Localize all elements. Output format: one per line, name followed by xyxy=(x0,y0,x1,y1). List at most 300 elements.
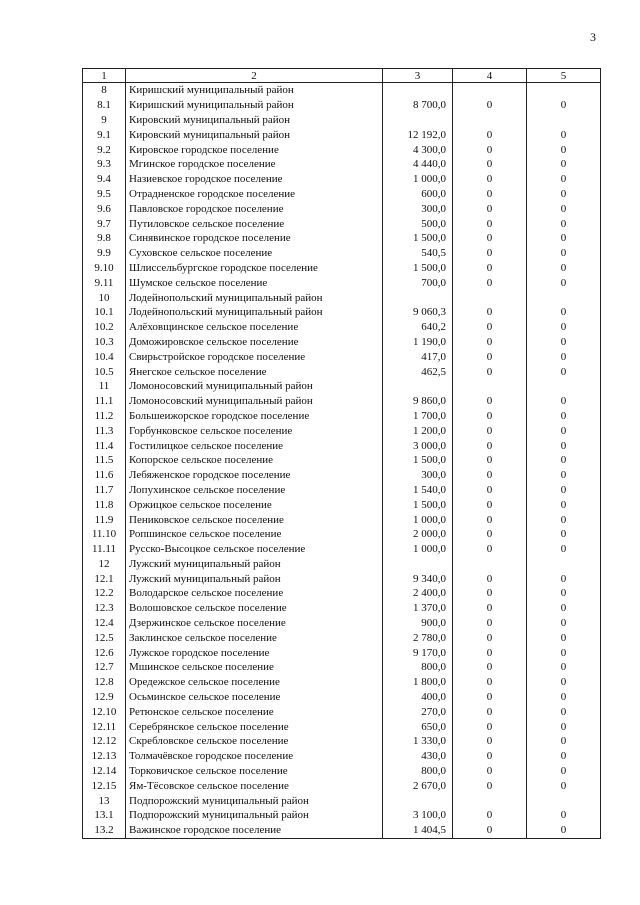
table-row xyxy=(83,453,601,468)
table-row xyxy=(83,275,601,290)
column-5-cell: 0 xyxy=(527,542,601,557)
municipality-name-cell: Назиевское городское поселение xyxy=(126,172,383,187)
column-4-cell: 0 xyxy=(453,645,527,660)
column-5-cell: 0 xyxy=(527,734,601,749)
amount-cell: 600,0 xyxy=(383,187,453,202)
column-5-cell: 0 xyxy=(527,823,601,838)
row-number-cell: 12.3 xyxy=(83,601,126,616)
column-5-cell: 0 xyxy=(527,187,601,202)
row-number-cell: 11.10 xyxy=(83,527,126,542)
table-row xyxy=(83,823,601,838)
amount-cell: 1 540,0 xyxy=(383,483,453,498)
municipality-name-cell: Мшинское сельское поселение xyxy=(126,660,383,675)
row-number-cell: 13.2 xyxy=(83,823,126,838)
column-4-cell: 0 xyxy=(453,601,527,616)
municipality-name-cell: Шумское сельское поселение xyxy=(126,275,383,290)
amount-cell: 300,0 xyxy=(383,201,453,216)
row-number-cell: 12.12 xyxy=(83,734,126,749)
column-4-cell: 0 xyxy=(453,261,527,276)
municipality-name-cell: Подпорожский муниципальный район xyxy=(126,808,383,823)
amount-cell xyxy=(383,793,453,808)
amount-cell: 1 000,0 xyxy=(383,542,453,557)
table-row xyxy=(83,320,601,335)
table-row xyxy=(83,438,601,453)
column-4-cell: 0 xyxy=(453,616,527,631)
municipality-name-cell: Ретюнское сельское поселение xyxy=(126,704,383,719)
table-row xyxy=(83,704,601,719)
row-number-cell: 11.5 xyxy=(83,453,126,468)
municipality-name-cell: Кировский муниципальный район xyxy=(126,113,383,128)
column-4-cell: 0 xyxy=(453,704,527,719)
amount-cell: 430,0 xyxy=(383,749,453,764)
column-4-cell: 0 xyxy=(453,571,527,586)
column-4-cell: 0 xyxy=(453,201,527,216)
column-4-cell: 0 xyxy=(453,586,527,601)
row-number-cell: 9.7 xyxy=(83,216,126,231)
row-number-cell: 13.1 xyxy=(83,808,126,823)
table-row xyxy=(83,187,601,202)
table-row xyxy=(83,571,601,586)
municipality-name-cell: Лужский муниципальный район xyxy=(126,571,383,586)
column-4-cell: 0 xyxy=(453,364,527,379)
page-number: 3 xyxy=(590,30,596,44)
header-col-2: 2 xyxy=(126,69,383,83)
row-number-cell: 8.1 xyxy=(83,98,126,113)
column-5-cell: 0 xyxy=(527,261,601,276)
amount-cell: 3 100,0 xyxy=(383,808,453,823)
municipality-name-cell: Русско-Высоцкое сельское поселение xyxy=(126,542,383,557)
row-number-cell: 12 xyxy=(83,557,126,572)
table-row xyxy=(83,349,601,364)
amount-cell: 4 300,0 xyxy=(383,142,453,157)
amount-cell xyxy=(383,290,453,305)
municipality-name-cell: Отрадненское городское поселение xyxy=(126,187,383,202)
amount-cell xyxy=(383,557,453,572)
amount-cell: 270,0 xyxy=(383,704,453,719)
amount-cell: 9 340,0 xyxy=(383,571,453,586)
amount-cell: 4 440,0 xyxy=(383,157,453,172)
row-number-cell: 10.1 xyxy=(83,305,126,320)
table-row xyxy=(83,261,601,276)
amount-cell: 1 200,0 xyxy=(383,423,453,438)
column-5-cell: 0 xyxy=(527,586,601,601)
row-number-cell: 12.5 xyxy=(83,630,126,645)
table-row xyxy=(83,290,601,305)
column-5-cell: 0 xyxy=(527,483,601,498)
row-number-cell: 12.7 xyxy=(83,660,126,675)
row-number-cell: 9.4 xyxy=(83,172,126,187)
header-col-1: 1 xyxy=(83,69,126,83)
column-5-cell: 0 xyxy=(527,394,601,409)
row-number-cell: 9.9 xyxy=(83,246,126,261)
amount-cell: 1 370,0 xyxy=(383,601,453,616)
column-5-cell: 0 xyxy=(527,808,601,823)
row-number-cell: 9 xyxy=(83,113,126,128)
table-row xyxy=(83,512,601,527)
row-number-cell: 9.6 xyxy=(83,201,126,216)
table-row xyxy=(83,616,601,631)
column-5-cell: 0 xyxy=(527,527,601,542)
table-row xyxy=(83,690,601,705)
row-number-cell: 10.2 xyxy=(83,320,126,335)
row-number-cell: 10.3 xyxy=(83,335,126,350)
column-5-cell: 0 xyxy=(527,719,601,734)
row-number-cell: 11.7 xyxy=(83,483,126,498)
row-number-cell: 12.11 xyxy=(83,719,126,734)
column-5-cell: 0 xyxy=(527,142,601,157)
table-row xyxy=(83,246,601,261)
column-5-cell: 0 xyxy=(527,335,601,350)
amount-cell: 8 700,0 xyxy=(383,98,453,113)
row-number-cell: 9.2 xyxy=(83,142,126,157)
municipality-name-cell: Волошовское сельское поселение xyxy=(126,601,383,616)
row-number-cell: 10.5 xyxy=(83,364,126,379)
table-row xyxy=(83,793,601,808)
column-4-cell xyxy=(453,793,527,808)
column-5-cell: 0 xyxy=(527,438,601,453)
municipality-name-cell: Доможировское сельское поселение xyxy=(126,335,383,350)
column-5-cell: 0 xyxy=(527,172,601,187)
header-col-4: 4 xyxy=(453,69,527,83)
row-number-cell: 12.10 xyxy=(83,704,126,719)
table-row xyxy=(83,423,601,438)
column-5-cell xyxy=(527,379,601,394)
municipality-name-cell: Янегское сельское поселение xyxy=(126,364,383,379)
amount-cell: 500,0 xyxy=(383,216,453,231)
amount-cell: 9 170,0 xyxy=(383,645,453,660)
municipality-name-cell: Павловское городское поселение xyxy=(126,201,383,216)
amount-cell: 400,0 xyxy=(383,690,453,705)
table-row xyxy=(83,601,601,616)
table-row xyxy=(83,675,601,690)
column-5-cell: 0 xyxy=(527,690,601,705)
municipality-name-cell: Путиловское сельское поселение xyxy=(126,216,383,231)
table-row xyxy=(83,113,601,128)
header-col-5: 5 xyxy=(527,69,601,83)
municipality-name-cell: Оржицкое сельское поселение xyxy=(126,497,383,512)
municipality-name-cell: Пениковское сельское поселение xyxy=(126,512,383,527)
column-5-cell: 0 xyxy=(527,645,601,660)
row-number-cell: 12.6 xyxy=(83,645,126,660)
table-row xyxy=(83,216,601,231)
amount-cell: 9 060,3 xyxy=(383,305,453,320)
column-5-cell: 0 xyxy=(527,231,601,246)
amount-cell: 2 400,0 xyxy=(383,586,453,601)
amount-cell xyxy=(383,83,453,98)
municipality-name-cell: Скребловское сельское поселение xyxy=(126,734,383,749)
table-row xyxy=(83,379,601,394)
column-4-cell: 0 xyxy=(453,409,527,424)
table-row xyxy=(83,201,601,216)
amount-cell xyxy=(383,379,453,394)
row-number-cell: 10.4 xyxy=(83,349,126,364)
row-number-cell: 10 xyxy=(83,290,126,305)
column-4-cell: 0 xyxy=(453,512,527,527)
column-4-cell: 0 xyxy=(453,157,527,172)
municipality-name-cell: Мгинское городское поселение xyxy=(126,157,383,172)
row-number-cell: 12.13 xyxy=(83,749,126,764)
table-row xyxy=(83,808,601,823)
column-5-cell xyxy=(527,113,601,128)
column-4-cell: 0 xyxy=(453,764,527,779)
municipality-name-cell: Осьминское сельское поселение xyxy=(126,690,383,705)
municipality-name-cell: Серебрянское сельское поселение xyxy=(126,719,383,734)
column-4-cell: 0 xyxy=(453,527,527,542)
column-5-cell: 0 xyxy=(527,423,601,438)
table-row xyxy=(83,483,601,498)
column-5-cell: 0 xyxy=(527,409,601,424)
column-5-cell: 0 xyxy=(527,497,601,512)
amount-cell: 650,0 xyxy=(383,719,453,734)
row-number-cell: 11.4 xyxy=(83,438,126,453)
row-number-cell: 8 xyxy=(83,83,126,98)
row-number-cell: 12.14 xyxy=(83,764,126,779)
municipality-name-cell: Свирьстройское городское поселение xyxy=(126,349,383,364)
municipality-name-cell: Подпорожский муниципальный район xyxy=(126,793,383,808)
row-number-cell: 11 xyxy=(83,379,126,394)
column-4-cell: 0 xyxy=(453,216,527,231)
amount-cell: 700,0 xyxy=(383,275,453,290)
row-number-cell: 12.15 xyxy=(83,778,126,793)
municipality-name-cell: Толмачёвское городское поселение xyxy=(126,749,383,764)
row-number-cell: 11.8 xyxy=(83,497,126,512)
column-4-cell: 0 xyxy=(453,823,527,838)
amount-cell: 462,5 xyxy=(383,364,453,379)
amount-cell: 12 192,0 xyxy=(383,127,453,142)
amount-cell: 1 404,5 xyxy=(383,823,453,838)
amount-cell: 2 780,0 xyxy=(383,630,453,645)
municipality-name-cell: Суховское сельское поселение xyxy=(126,246,383,261)
amount-cell: 1 500,0 xyxy=(383,261,453,276)
row-number-cell: 9.10 xyxy=(83,261,126,276)
table-row xyxy=(83,335,601,350)
header-col-3: 3 xyxy=(383,69,453,83)
table-row xyxy=(83,172,601,187)
row-number-cell: 11.9 xyxy=(83,512,126,527)
table-row xyxy=(83,364,601,379)
amount-cell: 1 500,0 xyxy=(383,497,453,512)
row-number-cell: 12.2 xyxy=(83,586,126,601)
column-5-cell: 0 xyxy=(527,157,601,172)
table-row xyxy=(83,157,601,172)
amount-cell: 1 000,0 xyxy=(383,512,453,527)
municipality-name-cell: Лодейнопольский муниципальный район xyxy=(126,290,383,305)
column-4-cell: 0 xyxy=(453,320,527,335)
table-row xyxy=(83,468,601,483)
municipality-name-cell: Алёховщинское сельское поселение xyxy=(126,320,383,335)
municipality-name-cell: Лужский муниципальный район xyxy=(126,557,383,572)
column-5-cell: 0 xyxy=(527,468,601,483)
amount-cell: 1 000,0 xyxy=(383,172,453,187)
municipality-name-cell: Ломоносовский муниципальный район xyxy=(126,394,383,409)
row-number-cell: 12.1 xyxy=(83,571,126,586)
table-row xyxy=(83,142,601,157)
municipality-name-cell: Киришский муниципальный район xyxy=(126,83,383,98)
amount-cell: 1 500,0 xyxy=(383,453,453,468)
table-row xyxy=(83,734,601,749)
table-row xyxy=(83,764,601,779)
column-5-cell: 0 xyxy=(527,704,601,719)
municipality-name-cell: Важинское городское поселение xyxy=(126,823,383,838)
amount-cell: 1 700,0 xyxy=(383,409,453,424)
amount-cell: 417,0 xyxy=(383,349,453,364)
column-5-cell: 0 xyxy=(527,764,601,779)
table-body xyxy=(83,83,601,839)
municipality-name-cell: Гостилицкое сельское поселение xyxy=(126,438,383,453)
column-4-cell: 0 xyxy=(453,98,527,113)
column-5-cell: 0 xyxy=(527,246,601,261)
table-row xyxy=(83,660,601,675)
column-5-cell xyxy=(527,793,601,808)
municipality-name-cell: Ропшинское сельское поселение xyxy=(126,527,383,542)
amount-cell: 1 330,0 xyxy=(383,734,453,749)
column-4-cell: 0 xyxy=(453,127,527,142)
column-4-cell: 0 xyxy=(453,172,527,187)
municipality-name-cell: Оредежское сельское поселение xyxy=(126,675,383,690)
amount-cell: 3 000,0 xyxy=(383,438,453,453)
table-row xyxy=(83,719,601,734)
municipality-name-cell: Киришский муниципальный район xyxy=(126,98,383,113)
municipality-name-cell: Кировский муниципальный район xyxy=(126,127,383,142)
column-4-cell xyxy=(453,290,527,305)
table-row xyxy=(83,778,601,793)
row-number-cell: 11.2 xyxy=(83,409,126,424)
table-row xyxy=(83,557,601,572)
column-4-cell: 0 xyxy=(453,630,527,645)
column-4-cell xyxy=(453,83,527,98)
column-5-cell: 0 xyxy=(527,512,601,527)
column-5-cell: 0 xyxy=(527,749,601,764)
column-4-cell: 0 xyxy=(453,497,527,512)
row-number-cell: 9.8 xyxy=(83,231,126,246)
amount-cell: 1 800,0 xyxy=(383,675,453,690)
row-number-cell: 11.6 xyxy=(83,468,126,483)
column-5-cell: 0 xyxy=(527,453,601,468)
municipality-name-cell: Заклинское сельское поселение xyxy=(126,630,383,645)
table-row xyxy=(83,630,601,645)
column-4-cell: 0 xyxy=(453,719,527,734)
column-4-cell: 0 xyxy=(453,275,527,290)
column-5-cell: 0 xyxy=(527,616,601,631)
table-row xyxy=(83,527,601,542)
column-5-cell: 0 xyxy=(527,660,601,675)
table-row xyxy=(83,83,601,98)
column-5-cell: 0 xyxy=(527,216,601,231)
municipality-name-cell: Володарское сельское поселение xyxy=(126,586,383,601)
column-4-cell: 0 xyxy=(453,349,527,364)
amount-cell: 640,2 xyxy=(383,320,453,335)
column-4-cell xyxy=(453,557,527,572)
row-number-cell: 11.11 xyxy=(83,542,126,557)
row-number-cell: 11.3 xyxy=(83,423,126,438)
municipality-name-cell: Большеижорское городское поселение xyxy=(126,409,383,424)
column-4-cell: 0 xyxy=(453,468,527,483)
column-5-cell: 0 xyxy=(527,349,601,364)
column-5-cell: 0 xyxy=(527,364,601,379)
table-row xyxy=(83,127,601,142)
amount-cell: 300,0 xyxy=(383,468,453,483)
row-number-cell: 9.1 xyxy=(83,127,126,142)
column-4-cell: 0 xyxy=(453,231,527,246)
municipality-name-cell: Дзержинское сельское поселение xyxy=(126,616,383,631)
municipality-name-cell: Синявинское городское поселение xyxy=(126,231,383,246)
amount-cell: 2 670,0 xyxy=(383,778,453,793)
column-4-cell: 0 xyxy=(453,675,527,690)
table-row xyxy=(83,542,601,557)
table-row xyxy=(83,749,601,764)
municipality-name-cell: Лужское городское поселение xyxy=(126,645,383,660)
column-4-cell xyxy=(453,113,527,128)
column-5-cell: 0 xyxy=(527,320,601,335)
column-4-cell: 0 xyxy=(453,142,527,157)
column-4-cell: 0 xyxy=(453,453,527,468)
amount-cell: 1 500,0 xyxy=(383,231,453,246)
column-4-cell: 0 xyxy=(453,749,527,764)
column-4-cell: 0 xyxy=(453,734,527,749)
table-row xyxy=(83,497,601,512)
column-5-cell: 0 xyxy=(527,571,601,586)
column-5-cell xyxy=(527,557,601,572)
municipality-name-cell: Кировское городское поселение xyxy=(126,142,383,157)
column-4-cell: 0 xyxy=(453,423,527,438)
municipality-name-cell: Лопухинское сельское поселение xyxy=(126,483,383,498)
row-number-cell: 12.9 xyxy=(83,690,126,705)
column-5-cell: 0 xyxy=(527,98,601,113)
municipality-name-cell: Ям-Тёсовское сельское поселение xyxy=(126,778,383,793)
municipality-name-cell: Шлиссельбургское городское поселение xyxy=(126,261,383,276)
column-4-cell: 0 xyxy=(453,187,527,202)
amount-cell: 540,5 xyxy=(383,246,453,261)
row-number-cell: 12.4 xyxy=(83,616,126,631)
municipality-name-cell: Торковичское сельское поселение xyxy=(126,764,383,779)
table-row xyxy=(83,98,601,113)
column-4-cell: 0 xyxy=(453,305,527,320)
municipality-name-cell: Копорское сельское поселение xyxy=(126,453,383,468)
table-row xyxy=(83,586,601,601)
column-4-cell: 0 xyxy=(453,335,527,350)
municipality-name-cell: Ломоносовский муниципальный район xyxy=(126,379,383,394)
column-5-cell: 0 xyxy=(527,601,601,616)
column-4-cell: 0 xyxy=(453,660,527,675)
table-row xyxy=(83,305,601,320)
column-5-cell: 0 xyxy=(527,675,601,690)
column-4-cell: 0 xyxy=(453,394,527,409)
table-header-row xyxy=(83,69,601,83)
municipality-name-cell: Лебяженское городское поселение xyxy=(126,468,383,483)
row-number-cell: 9.5 xyxy=(83,187,126,202)
column-5-cell: 0 xyxy=(527,305,601,320)
municipality-name-cell: Лодейнопольский муниципальный район xyxy=(126,305,383,320)
municipality-name-cell: Горбунковское сельское поселение xyxy=(126,423,383,438)
column-4-cell xyxy=(453,379,527,394)
amount-cell: 9 860,0 xyxy=(383,394,453,409)
column-5-cell: 0 xyxy=(527,778,601,793)
table-row xyxy=(83,409,601,424)
column-5-cell xyxy=(527,290,601,305)
amount-cell xyxy=(383,113,453,128)
row-number-cell: 9.11 xyxy=(83,275,126,290)
amount-cell: 2 000,0 xyxy=(383,527,453,542)
amount-cell: 1 190,0 xyxy=(383,335,453,350)
column-4-cell: 0 xyxy=(453,246,527,261)
column-4-cell: 0 xyxy=(453,438,527,453)
table-row xyxy=(83,394,601,409)
table-row xyxy=(83,231,601,246)
allocation-table xyxy=(82,68,601,839)
row-number-cell: 9.3 xyxy=(83,157,126,172)
amount-cell: 800,0 xyxy=(383,660,453,675)
column-4-cell: 0 xyxy=(453,778,527,793)
